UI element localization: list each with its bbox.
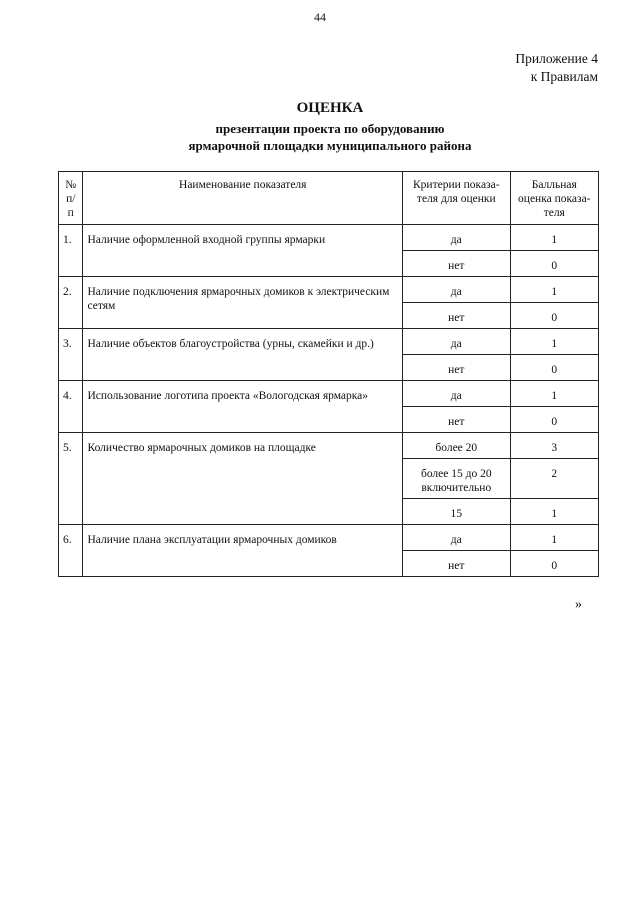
appendix-line-1: Приложение 4 xyxy=(515,51,598,66)
header-number-line: п/п xyxy=(66,193,76,219)
criterion-cell: да xyxy=(403,381,511,407)
table-row xyxy=(59,433,599,459)
indicator-name: Количество ярмарочных домиков на площадке xyxy=(83,433,403,525)
row-number: 2. xyxy=(59,277,83,329)
header-criteria-line: теля для оценки xyxy=(416,193,496,205)
criterion-cell: 15 xyxy=(403,499,511,525)
document-title-block xyxy=(0,100,640,154)
criterion-cell: да xyxy=(403,225,511,251)
criterion-cell: более 15 до 20 включительно xyxy=(403,459,511,499)
score-cell: 1 xyxy=(510,381,598,407)
header-indicator-name: Наименование показателя xyxy=(83,172,403,225)
score-cell: 1 xyxy=(510,225,598,251)
criterion-cell: да xyxy=(403,277,511,303)
criterion-cell: да xyxy=(403,329,511,355)
header-score xyxy=(510,172,598,225)
score-cell: 1 xyxy=(510,525,598,551)
header-number-line: № xyxy=(65,179,77,191)
indicator-name: Наличие подключения ярмарочных домиков к электрическим сетям xyxy=(83,277,403,329)
criterion-cell: нет xyxy=(403,355,511,381)
criterion-cell: более 20 xyxy=(403,433,511,459)
header-criteria xyxy=(403,172,511,225)
table-header-row xyxy=(59,172,599,225)
row-number: 3. xyxy=(59,329,83,381)
criterion-cell: нет xyxy=(403,407,511,433)
row-number: 6. xyxy=(59,525,83,577)
score-cell: 0 xyxy=(510,251,598,277)
table-row xyxy=(59,329,599,355)
document-subtitle-line-2: ярмарочной площадки муниципального района xyxy=(188,138,472,153)
table-row xyxy=(59,525,599,551)
score-cell: 1 xyxy=(510,277,598,303)
indicator-name: Использование логотипа проекта «Вологодская ярмарка» xyxy=(83,381,403,433)
criterion-cell: да xyxy=(403,525,511,551)
criterion-cell: нет xyxy=(403,303,511,329)
evaluation-table xyxy=(58,171,599,577)
criterion-cell: нет xyxy=(403,551,511,577)
closing-quote-mark: » xyxy=(575,597,582,612)
score-cell: 0 xyxy=(510,355,598,381)
indicator-name: Наличие плана эксплуатации ярмарочных домиков xyxy=(83,525,403,577)
appendix-reference xyxy=(515,50,598,86)
row-number: 1. xyxy=(59,225,83,277)
indicator-name: Наличие объектов благоустройства (урны, скамейки и др.) xyxy=(83,329,403,381)
score-cell: 0 xyxy=(510,551,598,577)
score-cell: 1 xyxy=(510,499,598,525)
table-row xyxy=(59,381,599,407)
indicator-name: Наличие оформленной входной группы ярмарки xyxy=(83,225,403,277)
table-row xyxy=(59,225,599,251)
header-score-line: теля xyxy=(543,207,565,219)
row-number: 5. xyxy=(59,433,83,525)
score-cell: 1 xyxy=(510,329,598,355)
header-score-line: Балльная xyxy=(531,179,577,191)
score-cell: 2 xyxy=(510,459,598,499)
header-score-line: оценка показа- xyxy=(518,193,591,205)
table-row xyxy=(59,277,599,303)
page-number: 44 xyxy=(314,10,326,24)
score-cell: 3 xyxy=(510,433,598,459)
header-number xyxy=(59,172,83,225)
row-number: 4. xyxy=(59,381,83,433)
criterion-cell: нет xyxy=(403,251,511,277)
document-title: ОЦЕНКА xyxy=(296,100,364,116)
header-criteria-line: Критерии показа- xyxy=(413,179,500,191)
document-subtitle-line-1: презентации проекта по оборудованию xyxy=(215,121,445,136)
table-body xyxy=(59,225,599,577)
score-cell: 0 xyxy=(510,407,598,433)
score-cell: 0 xyxy=(510,303,598,329)
appendix-line-2: к Правилам xyxy=(530,69,598,84)
